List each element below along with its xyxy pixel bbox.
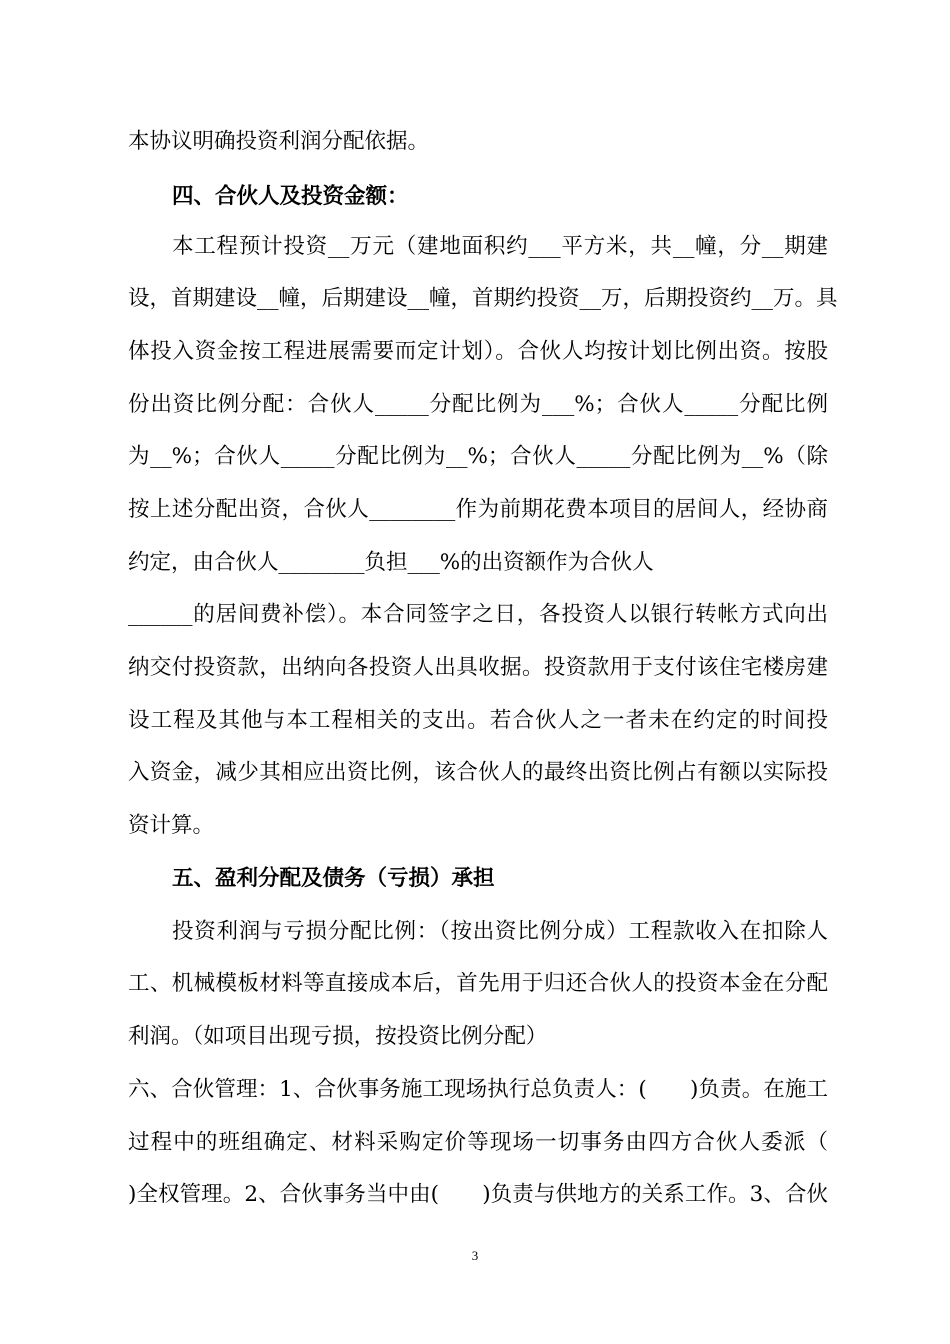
paragraph-line: 约定，由合伙人________负担___%的出资额作为合伙人 [128, 550, 654, 575]
paragraph-line: 本工程预计投资__万元（建地面积约___平方米，共__幢，分__期建 [172, 234, 828, 259]
page-number: 3 [471, 1248, 479, 1263]
section-heading: 四、合伙人及投资金额： [172, 184, 409, 209]
paragraph-line: 过程中的班组确定、材料采购定价等现场一切事务由四方合伙人委派（ [128, 1130, 828, 1155]
paragraph-line: 入资金，减少其相应出资比例，该合伙人的最终出资比例占有额以实际投 [128, 760, 828, 785]
paragraph-line: 投资利润与亏损分配比例：（按出资比例分成）工程款收入在扣除人 [172, 919, 828, 944]
paragraph-line: 纳交付投资款，出纳向各投资人出具收据。投资款用于支付该住宅楼房建 [128, 655, 828, 680]
paragraph-line: 为__%；合伙人_____分配比例为__%；合伙人_____分配比例为__%（除 [128, 444, 828, 469]
section-heading: 五、盈利分配及债务（亏损）承担 [172, 866, 495, 891]
paragraph-line: 本协议明确投资利润分配依据。 [128, 129, 430, 154]
paragraph-line: 份出资比例分配：合伙人_____分配比例为___%；合伙人_____分配比例 [128, 392, 828, 417]
paragraph-line: 工、机械模板材料等直接成本后，首先用于归还合伙人的投资本金在分配 [128, 971, 828, 996]
paragraph-line: 六、合伙管理：1、合伙事务施工现场执行总负责人：( )负责。在施工 [128, 1077, 828, 1102]
paragraph-line: 体投入资金按工程进展需要而定计划）。合伙人均按计划比例出资。按股 [128, 339, 828, 364]
paragraph-line: 设，首期建设__幢，后期建设__幢，首期约投资__万，后期投资约__万。具 [128, 286, 838, 311]
paragraph-line: 设工程及其他与本工程相关的支出。若合伙人之一者未在约定的时间投 [128, 708, 828, 733]
paragraph-line: 利润。（如项目出现亏损，按投资比例分配） [128, 1024, 548, 1049]
paragraph-line: )全权管理。2、合伙事务当中由( )负责与供地方的关系工作。3、合伙 [128, 1182, 828, 1207]
paragraph-line: 资计算。 [128, 813, 215, 838]
paragraph-line: 按上述分配出资，合伙人________作为前期花费本项目的居间人，经协商 [128, 497, 828, 522]
paragraph-line: ______的居间费补偿）。本合同签字之日，各投资人以银行转帐方式向出 [128, 602, 828, 627]
